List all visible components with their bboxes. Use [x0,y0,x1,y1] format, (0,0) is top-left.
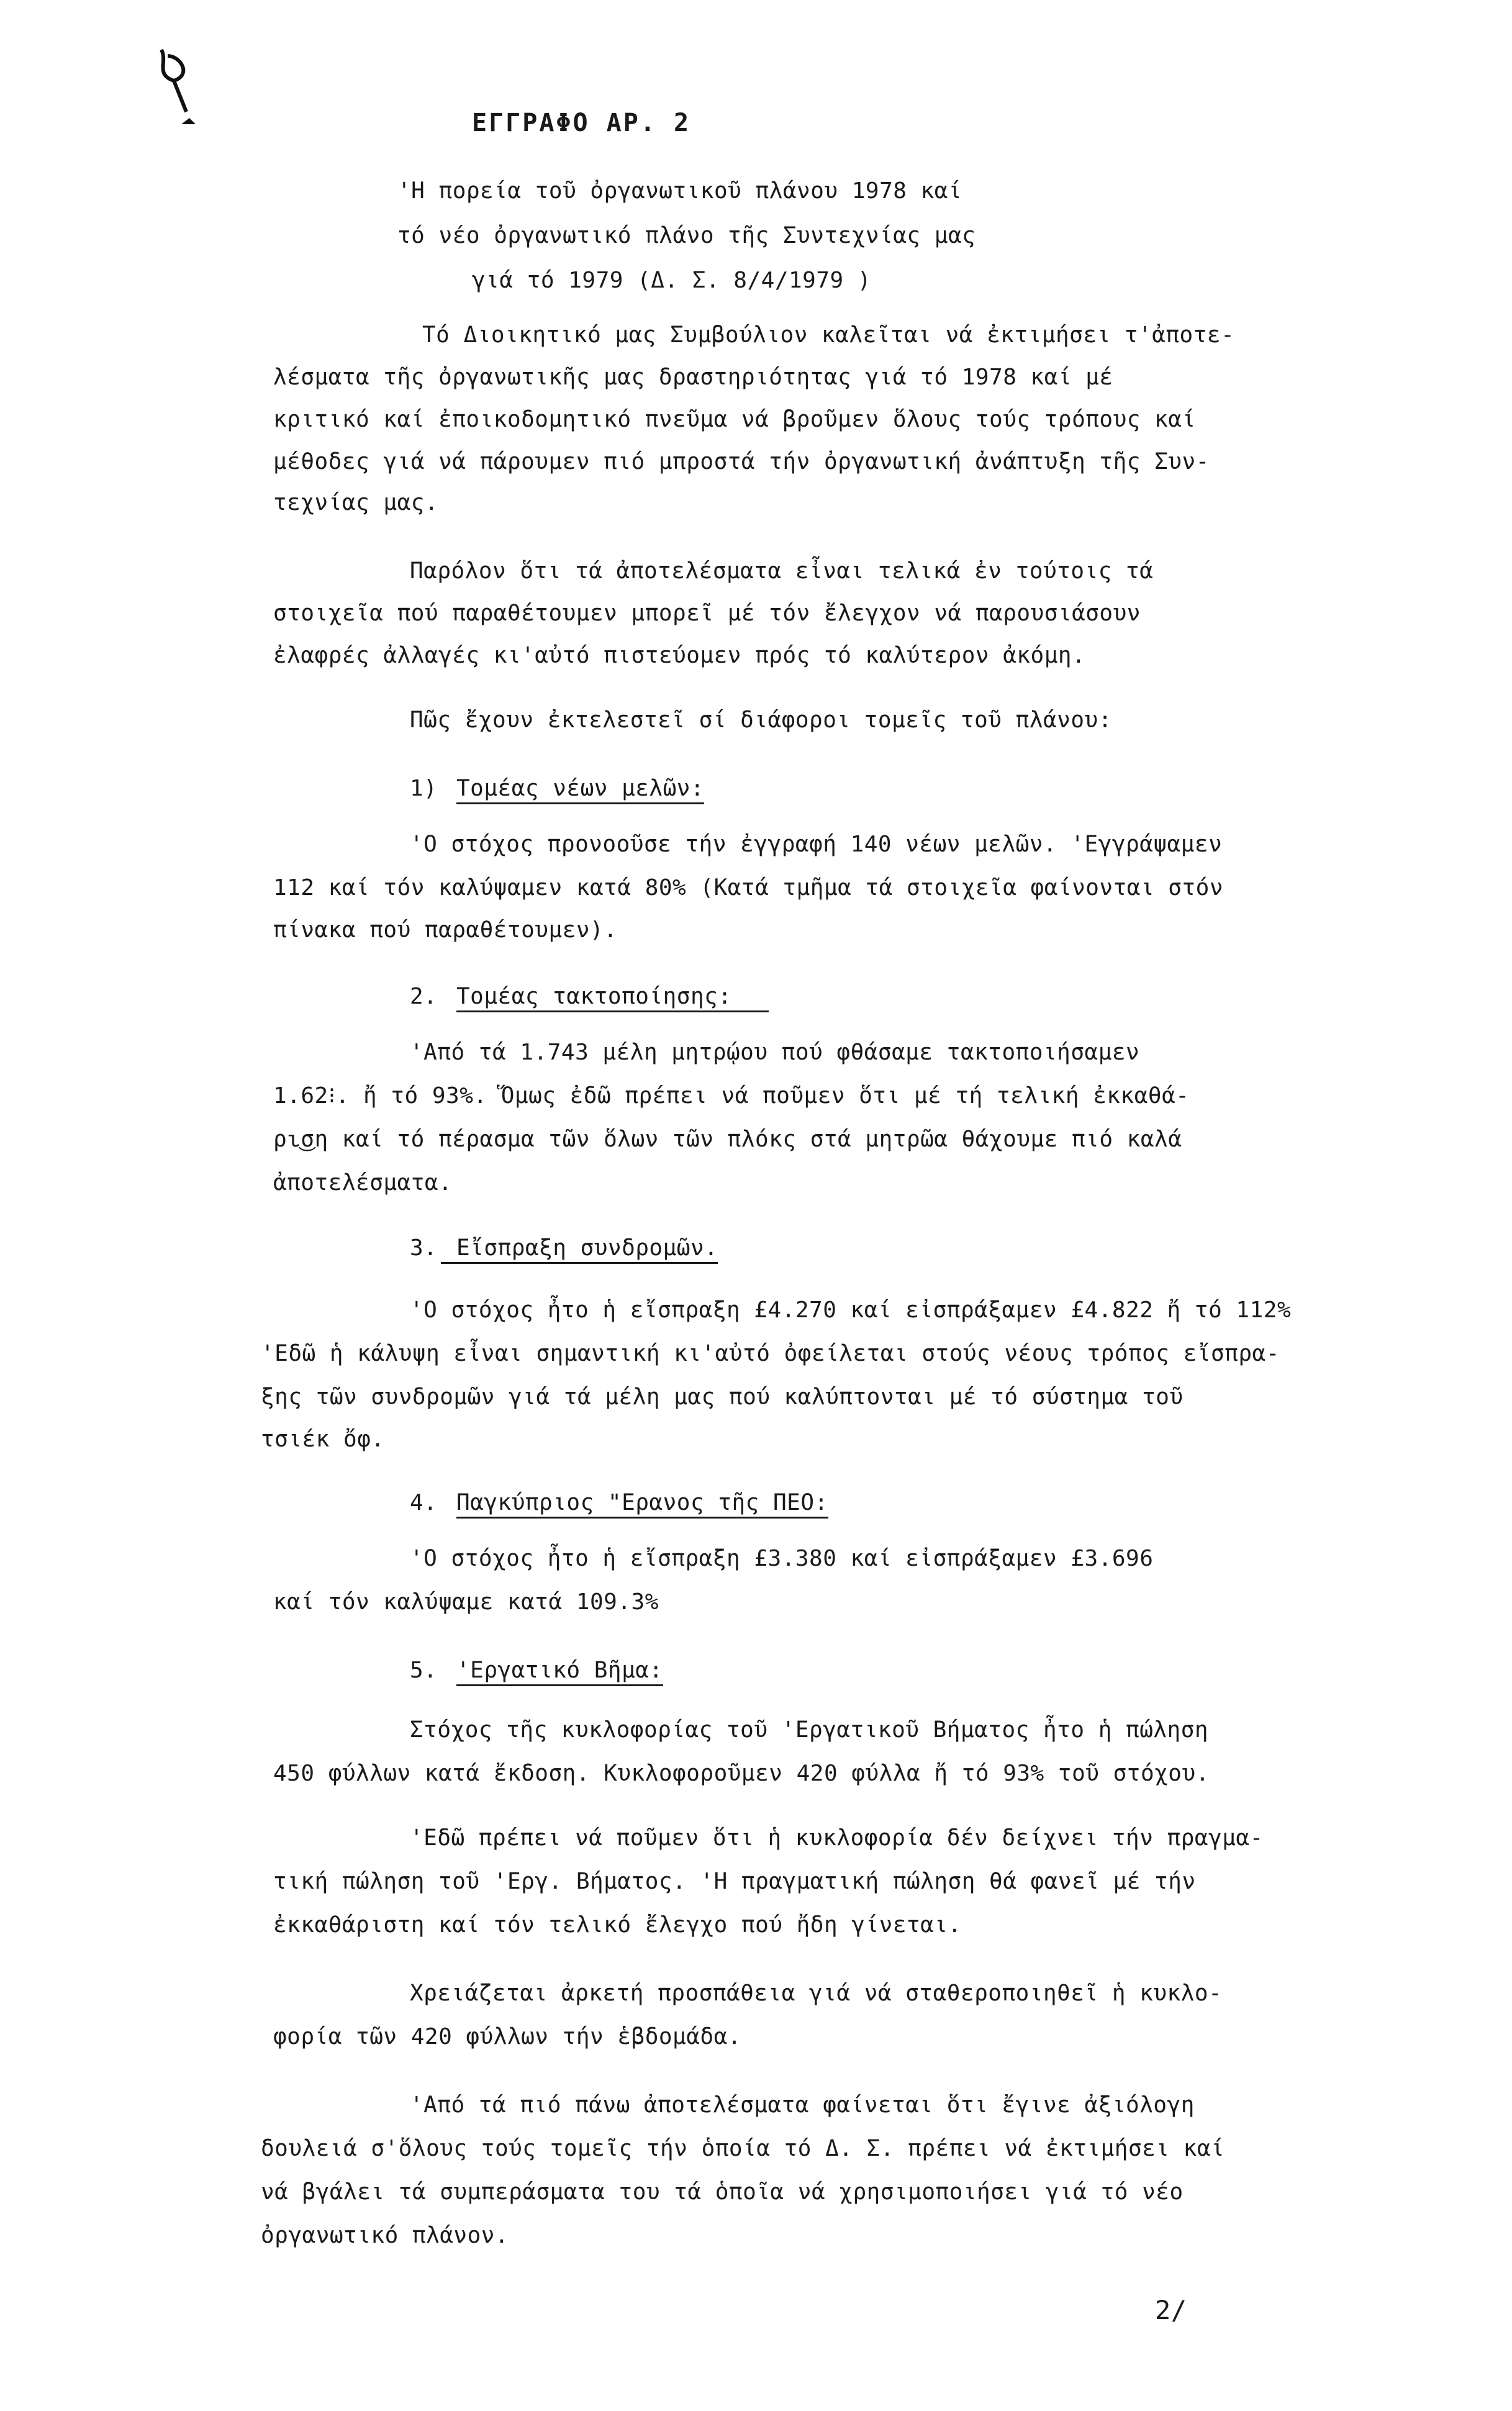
handwritten-mark-icon [143,37,217,137]
para2-line: Παρόλον ὅτι τά ἀποτελέσματα εἶναι τελικά ἐν τούτοις τά [410,558,1154,584]
subtitle-line-1: 'Η πορεία τοῦ ὀργανωτικοῦ πλάνου 1978 καί [397,178,962,204]
section-1-line: 112 καί τόν καλύψαμεν κατά 80% (Κατά τμῆμα τά στοιχεῖα φαίνονται στόν [273,875,1223,901]
document-header: ΕΓΓΡΑΦΟ ΑΡ. 2 [472,109,691,137]
intro-line: Τό Διοικητικό μας Συμβούλιον καλεῖται νά ἐκτιμήσει τ'ἀποτε- [422,322,1235,348]
section-4-heading: Παγκύπριος "Ερανος τῆς ΠΕΟ: [456,1491,828,1519]
intro-line: μέθοδες γιά νά πάρουμεν πιό μπροστά τήν ὀργανωτική ἀνάπτυξη τῆς Συν- [273,449,1210,474]
section-2-line: 1.62⁝. ἤ τό 93%. Ὅμως ἐδῶ πρέπει νά ποῦμεν ὅτι μέ τή τελική ἐκκαθά- [273,1083,1190,1109]
section-5-line: Στόχος τῆς κυκλοφορίας τοῦ 'Εργατικοῦ Βήματος ἦτο ἡ πώληση [410,1717,1209,1743]
closing-line: δουλειά σ'ὅλους τούς τομεῖς τήν ὁποία τό Δ. Σ. πρέπει νά ἐκτιμήσει καί [261,2136,1225,2161]
section-4-line: καί τόν καλύψαμε κατά 109.3% [273,1589,659,1615]
para2-line: στοιχεῖα πού παραθέτουμεν μπορεῖ μέ τόν ἔλεγχον νά παρουσιάσουν [273,601,1141,626]
closing-line: 'Από τά πιό πάνω ἀποτελέσματα φαίνεται ὅτι ἔγινε ἀξιόλογη [410,2092,1195,2118]
para3-line: Πῶς ἔχουν ἐκτελεστεῖ σί διάφοροι τομεῖς τοῦ πλάνου: [410,707,1112,733]
section-3-heading: Εἴσπραξη συνδρομῶν. [441,1236,718,1264]
intro-line: τεχνίας μας. [273,490,439,515]
subtitle-line-3: γιά τό 1979 (Δ. Σ. 8/4/1979 ) [472,268,872,293]
section-5-line: φορία τῶν 420 φύλλων τήν ἑβδομάδα. [273,2024,741,2050]
page-number: 2/ [1155,2295,1187,2325]
section-1-line: πίνακα πού παραθέτουμεν). [273,917,618,943]
section-2-number: 2. [410,984,438,1009]
section-1-line: 'Ο στόχος προνοοῦσε τήν ἐγγραφή 140 νέων μελῶν. 'Εγγράψαμεν [410,832,1223,857]
section-4-line: 'Ο στόχος ἦτο ἡ εἴσπραξη £3.380 καί εἰσπράξαμεν £3.696 [410,1546,1154,1571]
section-2-line: ρι͜ση καί τό πέρασμα τῶν ὅλων τῶν πλόκς στά μητρῶα θάχουμε πιό καλά [273,1127,1182,1152]
section-2-heading: Τομέας τακτοποίησης: [456,984,769,1012]
section-5-line: τική πώληση τοῦ 'Εργ. Βήματος. 'Η πραγματική πώληση θά φανεῖ μέ τήν [273,1869,1196,1894]
section-3-line: 'Ο στόχος ἦτο ἡ εἴσπραξη £4.270 καί εἰσπράξαμεν £4.822 ἤ τό 112% [410,1297,1292,1323]
section-5-number: 5. [410,1658,438,1683]
para2-line: ἐλαφρές ἀλλαγές κι'αὐτό πιστεύομεν πρός τό καλύτερον ἀκόμη. [273,643,1086,668]
section-5-line: 450 φύλλων κατά ἔκδοση. Κυκλοφοροῦμεν 420 φύλλα ἤ τό 93% τοῦ στόχου. [273,1761,1210,1786]
subtitle-line-2: τό νέο ὀργανωτικό πλάνο τῆς Συντεχνίας μας [397,223,976,248]
section-2-line: ἀποτελέσματα. [273,1170,453,1196]
section-3-line: τσιέκ ὄφ. [261,1427,385,1452]
section-1-number: 1) [410,776,438,801]
section-5-line: ἐκκαθάριστη καί τόν τελικό ἔλεγχο πού ἤδη γίνεται. [273,1912,962,1938]
intro-line: κριτικό καί ἐποικοδομητικό πνεῦμα νά βροῦμεν ὅλους τούς τρόπους καί [273,407,1196,432]
section-1-heading: Τομέας νέων μελῶν: [456,776,704,804]
section-3-line: ξης τῶν συνδρομῶν γιά τά μέλη μας πού καλύπτονται μέ τό σύστημα τοῦ [261,1384,1184,1410]
closing-line: νά βγάλει τά συμπεράσματα του τά ὁποῖα νά χρησιμοποιήσει γιά τό νέο [261,2179,1184,2205]
section-2-line: 'Από τά 1.743 μέλη μητρῴου πού φθάσαμε τακτοποιήσαμεν [410,1040,1140,1065]
section-4-number: 4. [410,1490,438,1515]
section-5-line: Χρειάζεται ἀρκετή προσπάθεια γιά νά σταθεροποιηθεῖ ἡ κυκλο- [410,1981,1223,2006]
intro-line: λέσματα τῆς ὀργανωτικῆς μας δραστηριότητας γιά τό 1978 καί μέ [273,365,1113,390]
section-3-line: 'Εδῶ ἡ κάλυψη εἶναι σημαντική κι'αὐτό ὀφείλεται στούς νέους τρόπος εἴσπρα- [261,1341,1280,1366]
section-5-line: 'Εδῶ πρέπει νά ποῦμεν ὅτι ἡ κυκλοφορία δέν δείχνει τήν πραγμα- [410,1825,1264,1851]
closing-line: ὀργανωτικό πλάνον. [261,2223,509,2248]
section-3-number: 3. [410,1235,438,1261]
section-5-heading: 'Εργατικό Βῆμα: [456,1658,663,1686]
